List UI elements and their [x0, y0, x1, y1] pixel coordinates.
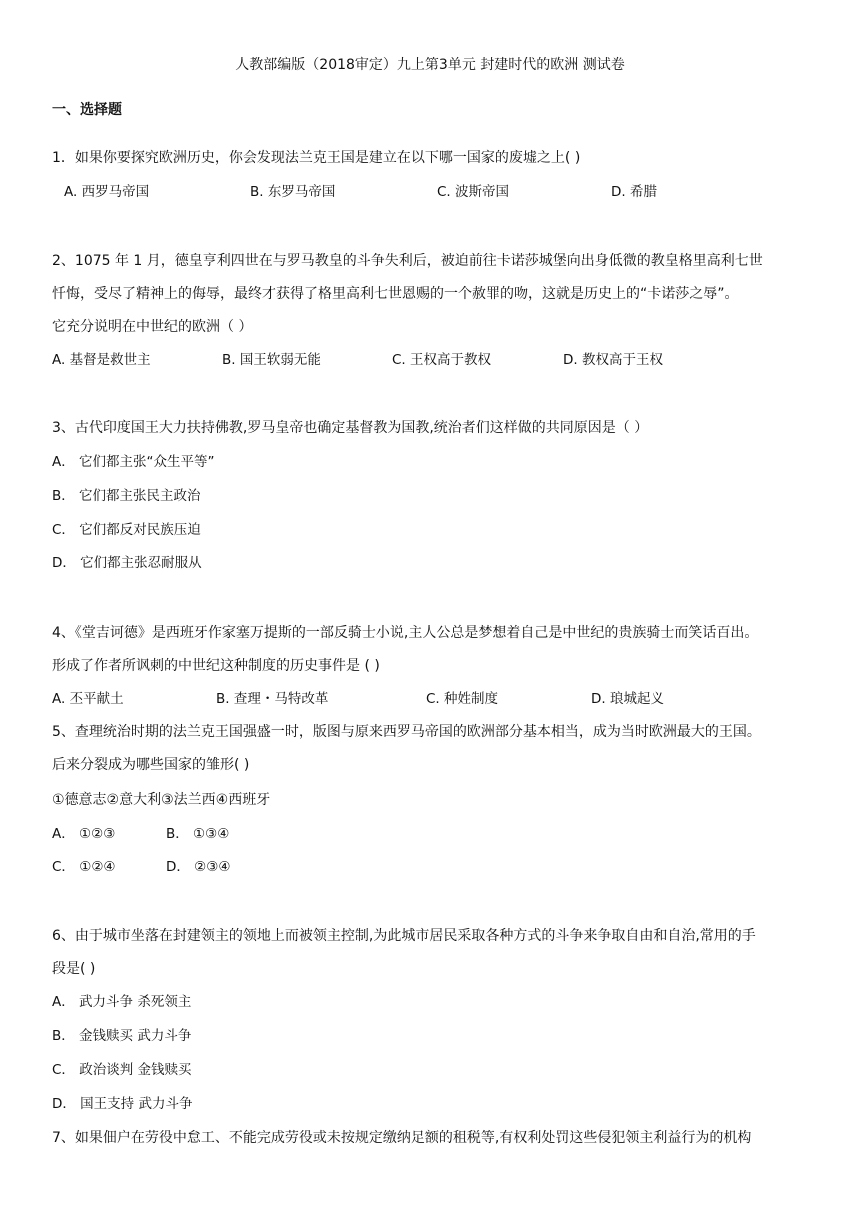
- question-3-option-c: C． 它们都反对民族压迫: [52, 522, 201, 538]
- question-4-stem-line-1: 4、《堂吉诃德》是西班牙作家塞万提斯的一部反骑士小说,主人公总是梦想着自己是中世纪的贵族骑士而笑话百出。: [52, 625, 759, 641]
- question-5-option-a: A． ①②③: [52, 826, 116, 842]
- question-6-option-a: A． 武力斗争 杀死领主: [52, 994, 192, 1010]
- question-2-stem-line-1: 2、1075 年 1 月，德皇亨利四世在与罗马教皇的斗争失利后，被迫前往卡诺莎城堡向出身低微的教皇格里高利七世: [52, 253, 763, 269]
- question-3-option-d: D． 它们都主张忍耐服从: [52, 555, 202, 571]
- question-3-option-b: B． 它们都主张民主政治: [52, 488, 201, 504]
- question-1-option-c: C. 波斯帝国: [437, 184, 510, 200]
- question-6-option-d: D． 国王支持 武力斗争: [52, 1096, 193, 1112]
- question-1-option-a: A. 西罗马帝国: [64, 184, 150, 200]
- question-5-option-b: B． ①③④: [166, 826, 230, 842]
- question-2-option-a: A. 基督是救世主: [52, 352, 151, 368]
- question-1-option-b: B. 东罗马帝国: [250, 184, 336, 200]
- question-6-option-c: C． 政治谈判 金钱赎买: [52, 1062, 192, 1078]
- question-5-stem-line-1: 5、查理统治时期的法兰克王国强盛一时，版图与原来西罗马帝国的欧洲部分基本相当，成为当时欧洲最大的王国。: [52, 724, 761, 740]
- question-5-option-d: D． ②③④: [166, 859, 231, 875]
- question-2-stem-line-3: 它充分说明在中世纪的欧洲（ ）: [52, 319, 253, 335]
- question-5-stem-line-2: 后来分裂成为哪些国家的雏形( ): [52, 757, 250, 773]
- question-7-stem-line-1: 7、如果佃户在劳役中怠工、不能完成劳役或未按规定缴纳足额的租税等,有权利处罚这些侵犯领主利益行为的机构: [52, 1130, 752, 1146]
- question-6-stem-line-2: 段是( ): [52, 961, 96, 977]
- question-4-option-d: D. 琅城起义: [591, 691, 664, 707]
- question-1-option-d: D. 希腊: [611, 184, 657, 200]
- question-4-option-b: B. 查理・马特改革: [216, 691, 329, 707]
- question-6-stem-line-1: 6、由于城市坐落在封建领主的领地上而被领主控制,为此城市居民采取各种方式的斗争来争取自由和自治,常用的手: [52, 928, 756, 944]
- question-4-option-a: A. 丕平献土: [52, 691, 124, 707]
- question-1-stem: 1．如果你要探究欧洲历史，你会发现法兰克王国是建立在以下哪一国家的废墟之上( ): [52, 150, 581, 166]
- question-6-option-b: B． 金钱赎买 武力斗争: [52, 1028, 192, 1044]
- question-2-option-b: B. 国王软弱无能: [222, 352, 321, 368]
- question-3-option-a: A． 它们都主张“众生平等”: [52, 454, 215, 470]
- question-5-stem-line-3: ①德意志②意大利③法兰西④西班牙: [52, 792, 271, 808]
- question-2-option-c: C. 王权高于教权: [392, 352, 492, 368]
- section-heading: 一、选择题: [52, 102, 122, 118]
- question-4-stem-line-2: 形成了作者所讽刺的中世纪这种制度的历史事件是 ( ): [52, 658, 380, 674]
- page-title: 人教部编版（2018审定）九上第3单元 封建时代的欧洲 测试卷: [235, 57, 625, 73]
- question-3-stem: 3、古代印度国王大力扶持佛教,罗马皇帝也确定基督教为国教,统治者们这样做的共同原因是（ ）: [52, 420, 649, 436]
- question-4-option-c: C. 种姓制度: [426, 691, 499, 707]
- question-2-option-d: D. 教权高于王权: [563, 352, 663, 368]
- question-5-option-c: C． ①②④: [52, 859, 116, 875]
- question-2-stem-line-2: 忏悔，受尽了精神上的侮辱，最终才获得了格里高利七世恩赐的一个赦罪的吻，这就是历史上的“卡诺莎之辱”。: [52, 286, 739, 302]
